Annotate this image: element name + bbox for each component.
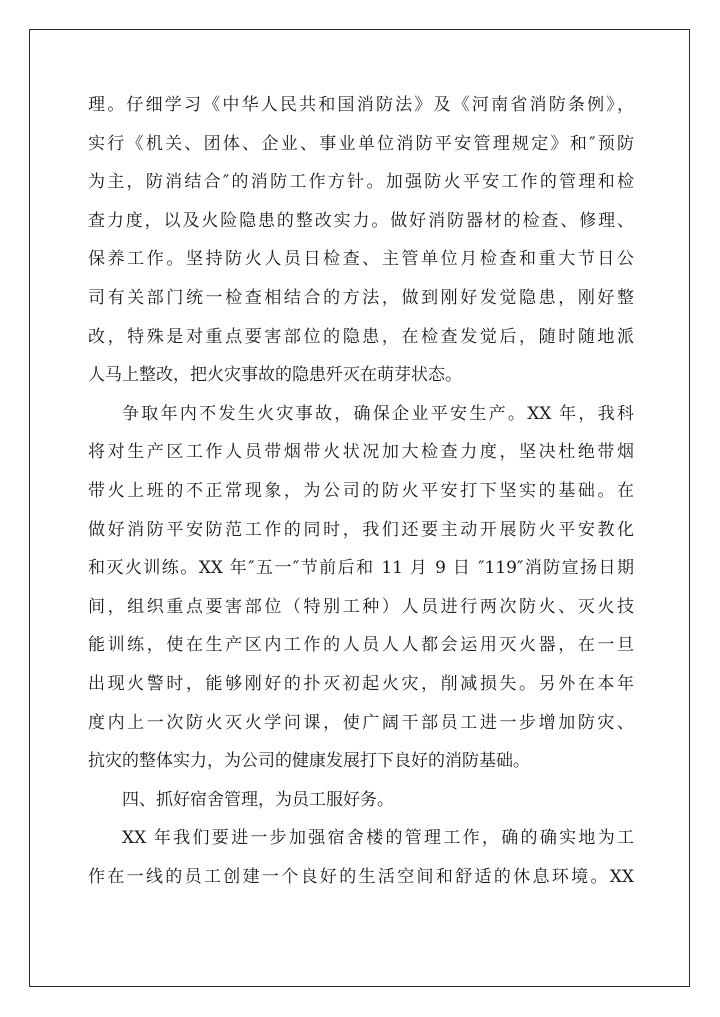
text-line: 度内上一次防火灭火学问课，使广阔干部员工进一步增加防灾、 <box>88 712 634 733</box>
text-line: 抗灾的整体实力，为公司的健康发展打下良好的消防基础。 <box>88 751 530 772</box>
text-line: 做好消防平安防范工作的同时，我们还要主动开展防火平安教化 <box>88 519 634 540</box>
text-line: 理。仔细学习《中华人民共和国消防法》及《河南省消防条例》， <box>88 95 634 115</box>
section-heading: 四、抓好宿舍管理，为员工服好务。 <box>122 789 394 810</box>
paragraph-fire-safety-management <box>88 86 634 395</box>
text-line: 间，组织重点要害部位（特别工种）人员进行两次防火、灭火技 <box>88 596 634 617</box>
text-line: 出现火警时，能够刚好的扑灭初起火灾，削减损失。另外在本年 <box>88 673 634 694</box>
text-line: 带火上班的不正常现象，为公司的防火平安打下坚实的基础。在 <box>88 480 634 501</box>
text-line: 司有关部门统一检查相结合的方法，做到刚好发觉隐患，刚好整 <box>88 287 634 308</box>
paragraph-dormitory-management <box>88 819 634 896</box>
text-line: 和灭火训练。XX 年″五一″节前后和 11 月 9 日 ″119″消防宣扬日期 <box>88 558 634 579</box>
text-line: 实行《机关、团体、企业、事业单位消防平安管理规定》和″预防 <box>88 133 634 154</box>
text-line: 人马上整改，把火灾事故的隐患歼灭在萌芽状态。 <box>88 365 462 386</box>
text-line: 保养工作。坚持防火人员日检查、主管单位月检查和重大节日公 <box>88 249 634 270</box>
text-line: 查力度，以及火险隐患的整改实力。做好消防器材的检查、修理、 <box>88 210 634 231</box>
document-body <box>88 86 634 896</box>
text-line: 将对生产区工作人员带烟带火状况加大检查力度，坚决杜绝带烟 <box>88 442 634 463</box>
section-heading-dormitory <box>88 781 634 820</box>
paragraph-fire-prevention-goal <box>88 395 634 781</box>
text-line: XX 年我们要进一步加强宿舍楼的管理工作，确的确实地为工 <box>122 828 634 849</box>
text-line: 改，特殊是对重点要害部位的隐患，在检查发觉后，随时随地派 <box>88 326 634 347</box>
text-line: 争取年内不发生火灾事故，确保企业平安生产。XX 年，我科 <box>122 403 634 424</box>
text-line: 作在一线的员工创建一个良好的生活空间和舒适的休息环境。XX <box>88 866 634 887</box>
text-line: 能训练，使在生产区内工作的人员人人都会运用灭火器，在一旦 <box>88 635 634 656</box>
text-line: 为主，防消结合″的消防工作方针。加强防火平安工作的管理和检 <box>88 172 634 193</box>
